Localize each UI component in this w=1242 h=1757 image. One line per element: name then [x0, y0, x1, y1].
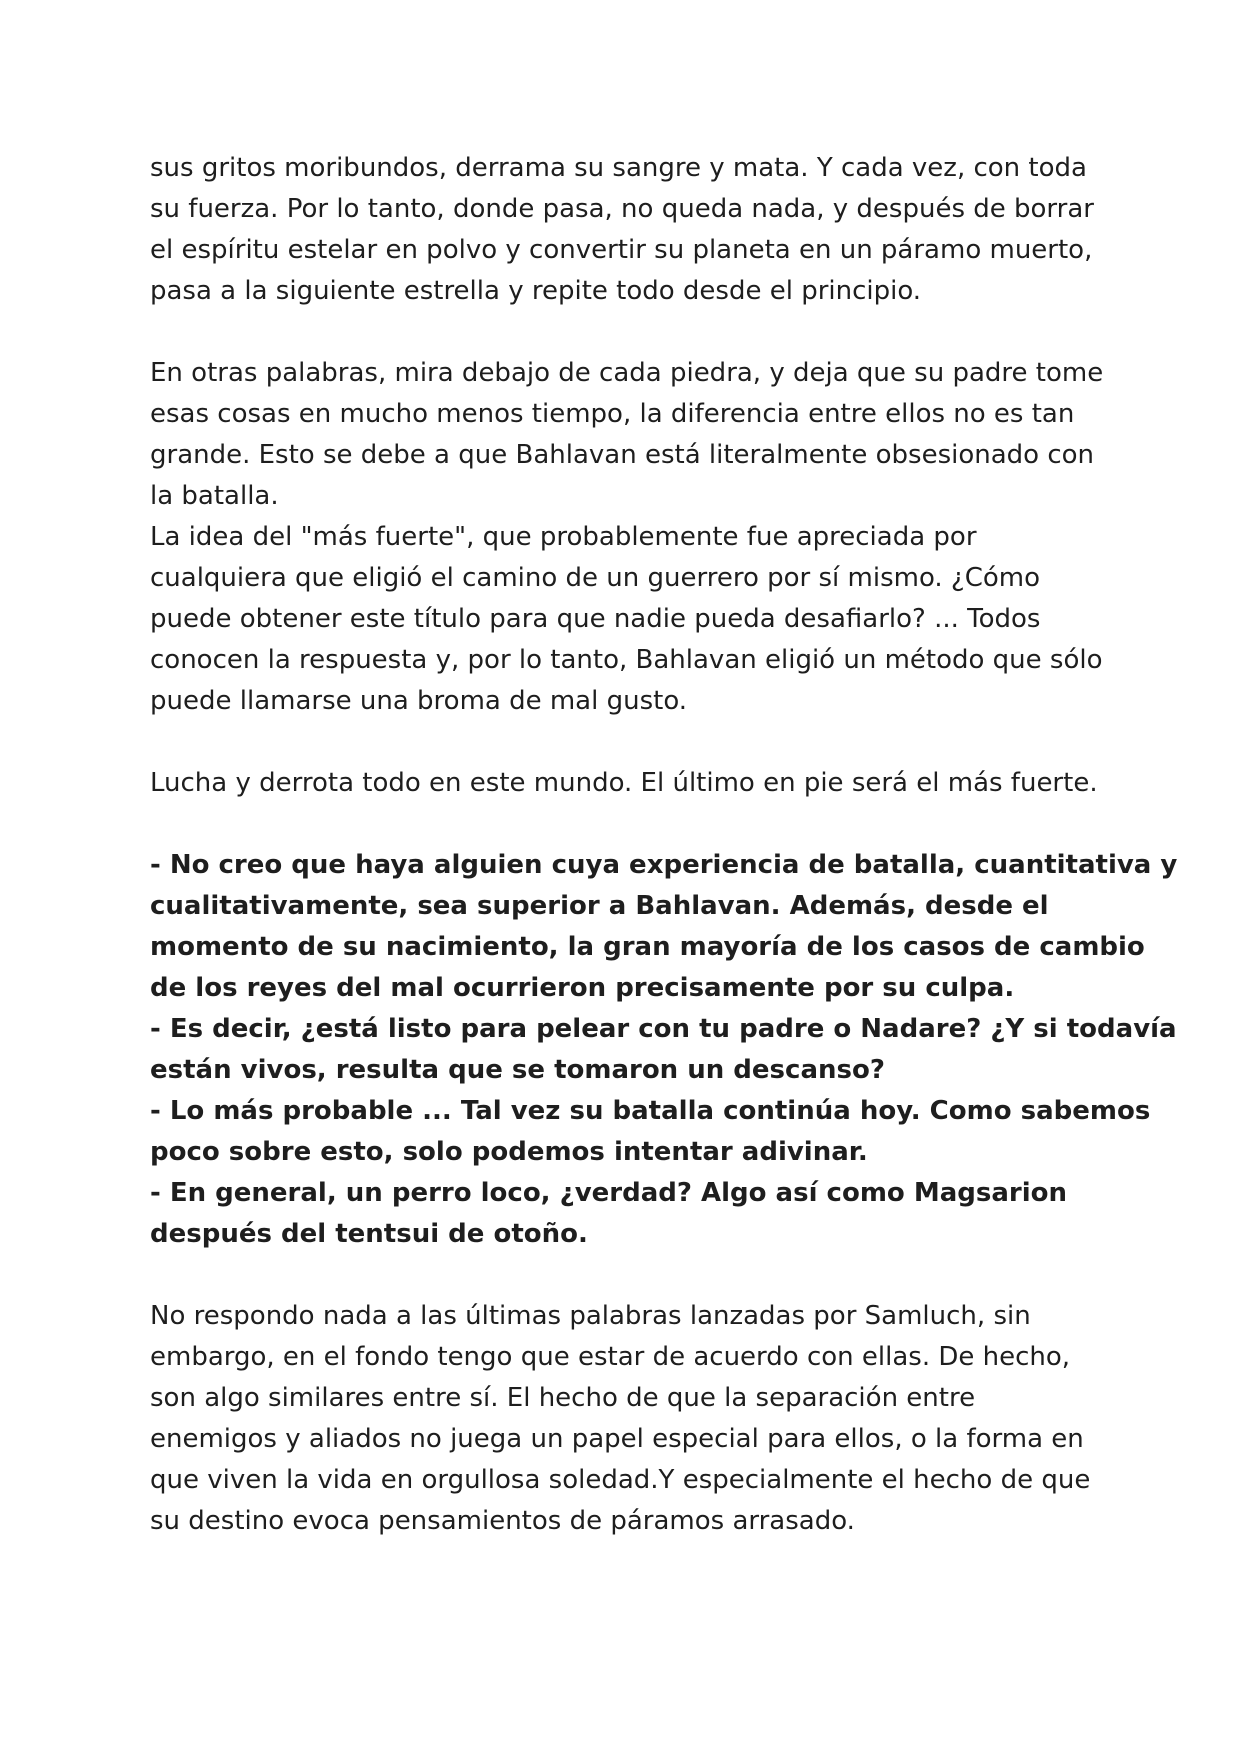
- text-line: - En general, un perro loco, ¿verdad? Algo así como Magsarion: [150, 1178, 1067, 1208]
- text-line: después del tentsui de otoño.: [150, 1219, 588, 1249]
- text-line: están vivos, resulta que se tomaron un descanso?: [150, 1055, 885, 1085]
- document-page: [150, 148, 1178, 1542]
- text-line: grande. Esto se debe a que Bahlavan está literalmente obsesionado con: [150, 440, 1095, 470]
- text-line: Lucha y derrota todo en este mundo. El último en pie será el más fuerte.: [150, 768, 1098, 798]
- text-line: poco sobre esto, solo podemos intentar adivinar.: [150, 1137, 868, 1167]
- text-line: conocen la respuesta y, por lo tanto, Bahlavan eligió un método que sólo: [150, 645, 1103, 675]
- text-line: cualquiera que eligió el camino de un guerrero por sí mismo. ¿Cómo: [150, 563, 1041, 593]
- text-line: En otras palabras, mira debajo de cada piedra, y deja que su padre tome: [150, 358, 1104, 388]
- body-paragraph: [150, 763, 1100, 804]
- text-line: cualitativamente, sea superior a Bahlavan. Además, desde el: [150, 891, 1049, 921]
- text-line: - Lo más probable ... Tal vez su batalla continúa hoy. Como sabemos: [150, 1096, 1151, 1126]
- text-line: son algo similares entre sí. El hecho de que la separación entre: [150, 1383, 976, 1413]
- text-line: La idea del "más fuerte", que probablemente fue apreciada por: [150, 522, 977, 552]
- paragraph-gap: [150, 1255, 1100, 1296]
- text-line: la batalla.: [150, 481, 279, 511]
- text-line: puede obtener este título para que nadie pueda desafiarlo? ... Todos: [150, 604, 1041, 634]
- paragraph-gap: [150, 804, 1100, 845]
- body-paragraph: [150, 1296, 1100, 1542]
- text-line: de los reyes del mal ocurrieron precisamente por su culpa.: [150, 973, 1015, 1003]
- paragraph-gap: [150, 312, 1100, 353]
- dialogue-paragraph: [150, 845, 1178, 1255]
- text-line: - No creo que haya alguien cuya experiencia de batalla, cuantitativa y: [150, 850, 1178, 880]
- body-paragraph: [150, 353, 1104, 722]
- paragraph-gap: [150, 722, 1100, 763]
- text-line: - Es decir, ¿está listo para pelear con tu padre o Nadare? ¿Y si todavía: [150, 1014, 1177, 1044]
- text-line: su destino evoca pensamientos de páramos arrasado.: [150, 1506, 855, 1536]
- text-line: el espíritu estelar en polvo y convertir su planeta en un páramo muerto,: [150, 235, 1093, 265]
- body-paragraph: [150, 148, 1100, 312]
- text-line: No respondo nada a las últimas palabras lanzadas por Samluch, sin: [150, 1301, 1031, 1331]
- text-line: que viven la vida en orgullosa soledad.Y especialmente el hecho de que: [150, 1465, 1091, 1495]
- text-line: pasa a la siguiente estrella y repite todo desde el principio.: [150, 276, 922, 306]
- text-line: su fuerza. Por lo tanto, donde pasa, no queda nada, y después de borrar: [150, 194, 1094, 224]
- text-line: enemigos y aliados no juega un papel especial para ellos, o la forma en: [150, 1424, 1084, 1454]
- text-line: embargo, en el fondo tengo que estar de acuerdo con ellas. De hecho,: [150, 1342, 1071, 1372]
- text-line: esas cosas en mucho menos tiempo, la diferencia entre ellos no es tan: [150, 399, 1075, 429]
- text-line: momento de su nacimiento, la gran mayoría de los casos de cambio: [150, 932, 1145, 962]
- text-line: sus gritos moribundos, derrama su sangre y mata. Y cada vez, con toda: [150, 153, 1087, 183]
- text-line: puede llamarse una broma de mal gusto.: [150, 686, 688, 716]
